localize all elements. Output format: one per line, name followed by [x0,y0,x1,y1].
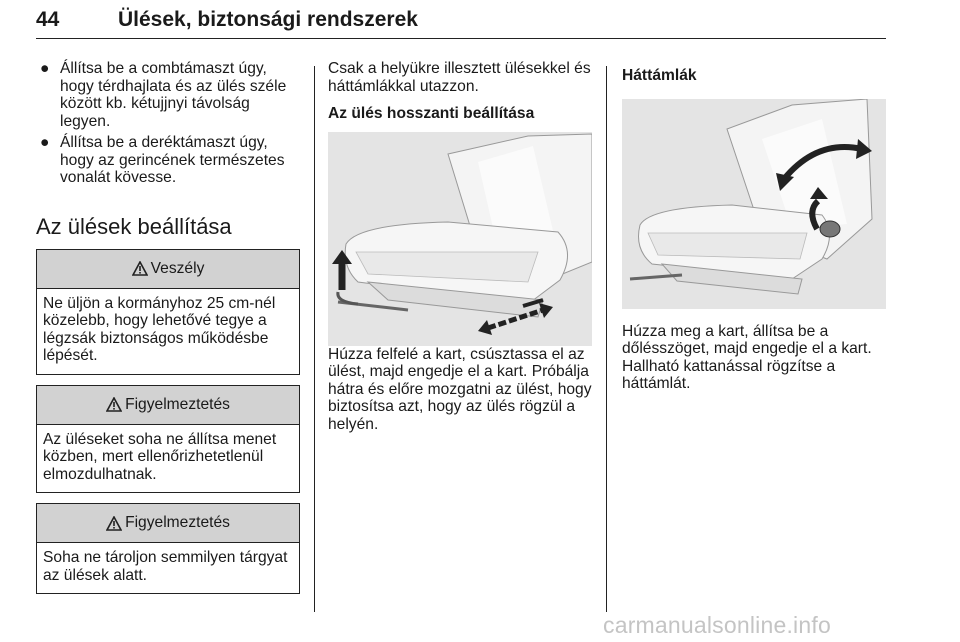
bullet-text: Állítsa be a combtámaszt úgy, hogy térdhajlata és az ülés széle között kb. kétujjnyi távolság legyen. [60,60,287,130]
watermark: carmanualsonline.info [603,612,831,638]
danger-title: Veszély [150,259,205,277]
seat-slide-illustration [328,132,592,346]
list-item [36,60,300,130]
section-title: Az ülések beállítása [36,213,232,239]
page-header [36,8,886,39]
backrest-illustration [622,99,886,309]
warning-text: Soha ne tároljon semmilyen tárgyat az ülések alatt. [43,549,288,584]
danger-header [37,250,299,289]
column-2 [328,60,592,433]
warning-text: Az üléseket soha ne állítsa menet közben, mert ellenőrizhetetlenül elmozdulhatnak. [43,430,277,483]
warning-box [36,385,300,494]
warning-title: Figyelmeztetés [125,395,230,413]
bullet-list [36,60,300,187]
column-1 [36,60,300,594]
caption-longitudinal: Húzza felfelé a kart, csúsztassa el az ülést, majd engedje el a kart. Próbálja hátra és előre mozgatni az ülést, hogy biztosítsa azt, hogy az ülés rögzül a helyén. [328,345,592,433]
danger-text: Ne üljön a kormányhoz 25 cm-nél közelebb, hogy lehetővé tegye a légzsák biztonságos működésbe lépését. [43,294,276,364]
warning-triangle-icon [106,516,122,531]
column-divider [314,66,315,612]
subheading-longitudinal: Az ülés hosszanti beállítása [328,105,535,122]
bullet-text: Állítsa be a deréktámaszt úgy, hogy az gerincének természetes vonalát kövesse. [60,134,285,186]
warning-box [36,503,300,594]
warning-triangle-icon [132,261,148,276]
warning-title: Figyelmeztetés [125,514,230,532]
bullet-icon: ● [40,60,50,77]
chapter-title: Ülések, biztonsági rendszerek [118,8,418,31]
warning-header [37,386,299,425]
warning-header [37,504,299,543]
page-number: 44 [36,8,60,31]
intro-text: Csak a helyükre illesztett ülésekkel és háttámlákkal utazzon. [328,60,591,95]
column-divider [606,66,607,612]
caption-backrest: Húzza meg a kart, állítsa be a dőlésszöget, majd engedje el a kart. Hallható kattanással rögzítse a háttámlát. [622,322,872,392]
warning-triangle-icon [106,397,122,412]
list-item [36,134,300,187]
column-3 [622,60,886,408]
danger-box [36,249,300,375]
subheading-backrest: Háttámlák [622,67,697,84]
bullet-icon: ● [40,134,50,151]
